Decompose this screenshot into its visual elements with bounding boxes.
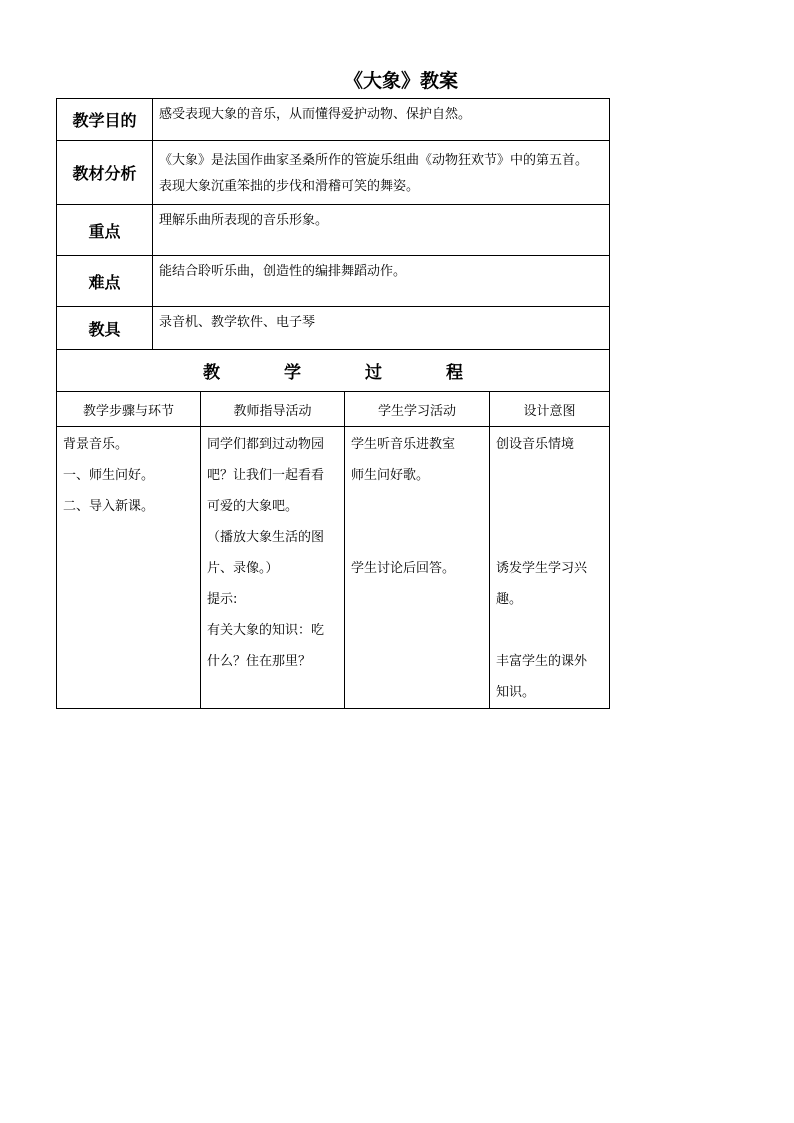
intent-line: 诱发学生学习兴 (496, 561, 588, 576)
blank-line (496, 491, 605, 522)
info-line: 《大象》是法国作曲家圣桑所作的管旋乐组曲《动物狂欢节》中的第五首。 (159, 153, 589, 168)
blank-line (496, 522, 605, 553)
process-title-char: 程 (446, 363, 463, 383)
header-steps: 教学步骤与环节 (57, 392, 201, 427)
info-content-difficulty (153, 256, 610, 307)
info-row-difficulty (57, 256, 610, 307)
process-title-char: 学 (284, 363, 301, 383)
step-line: 背景音乐。 (63, 437, 129, 452)
info-label-key-point: 重点 (57, 205, 153, 256)
intent-cell (490, 427, 610, 709)
info-content-analysis (153, 141, 610, 205)
info-line: 理解乐曲所表现的音乐形象。 (159, 213, 329, 228)
info-row-objective (57, 99, 610, 141)
blank-line (351, 522, 485, 553)
info-label-objective: 教学目的 (57, 99, 153, 141)
blank-line (496, 460, 605, 491)
info-line: 录音机、教学软件、电子琴 (159, 315, 316, 330)
teacher-line: （播放大象生活的图 (207, 530, 325, 545)
blank-line (351, 491, 485, 522)
header-intent: 设计意图 (490, 392, 610, 427)
info-content-equipment (153, 307, 610, 350)
process-title-char: 教 (203, 363, 220, 383)
info-label-equipment: 教具 (57, 307, 153, 350)
header-teacher: 教师指导活动 (201, 392, 345, 427)
teacher-line: 吧？让我们一起看看 (207, 468, 325, 483)
student-cell (345, 427, 490, 709)
teacher-line: 片、录像。） (207, 561, 279, 576)
teacher-line: 可爱的大象吧。 (207, 499, 299, 514)
step-line: 一、师生问好。 (63, 468, 155, 483)
teacher-line: 同学们都到过动物园 (207, 437, 325, 452)
process-body-row (57, 427, 610, 709)
info-line: 能结合聆听乐曲，创造性的编排舞蹈动作。 (159, 264, 407, 279)
step-line: 二、导入新课。 (63, 499, 155, 514)
teacher-line: 什么？住在那里？ (207, 654, 312, 669)
info-row-analysis (57, 141, 610, 205)
info-row-key-point (57, 205, 610, 256)
process-title-char: 过 (365, 363, 382, 383)
info-line: 表现大象沉重笨拙的步伐和滑稽可笑的舞姿。 (159, 179, 420, 194)
intent-line: 知识。 (496, 685, 536, 700)
teacher-line: 提示: (207, 592, 238, 607)
info-row-equipment (57, 307, 610, 350)
info-content-objective (153, 99, 610, 141)
header-student: 学生学习活动 (345, 392, 490, 427)
teacher-line: 有关大象的知识：吃 (207, 623, 325, 638)
info-line: 感受表现大象的音乐，从而懂得爱护动物、保护自然。 (159, 107, 472, 122)
process-title (57, 350, 610, 392)
blank-line (496, 615, 605, 646)
process-title-row (57, 350, 610, 392)
teacher-cell (201, 427, 345, 709)
info-content-key-point (153, 205, 610, 256)
intent-line: 创设音乐情境 (496, 437, 575, 452)
intent-line: 丰富学生的课外 (496, 654, 588, 669)
student-line: 师生问好歌。 (351, 468, 430, 483)
student-line: 学生讨论后回答。 (351, 561, 456, 576)
intent-line: 趣。 (496, 592, 523, 607)
info-label-analysis: 教材分析 (57, 141, 153, 205)
steps-cell (57, 427, 201, 709)
process-header-row (57, 392, 610, 427)
info-label-difficulty: 难点 (57, 256, 153, 307)
document-title: 《大象》教案 (343, 70, 458, 92)
student-line: 学生听音乐进教室 (351, 437, 456, 452)
lesson-plan-table (56, 98, 610, 709)
